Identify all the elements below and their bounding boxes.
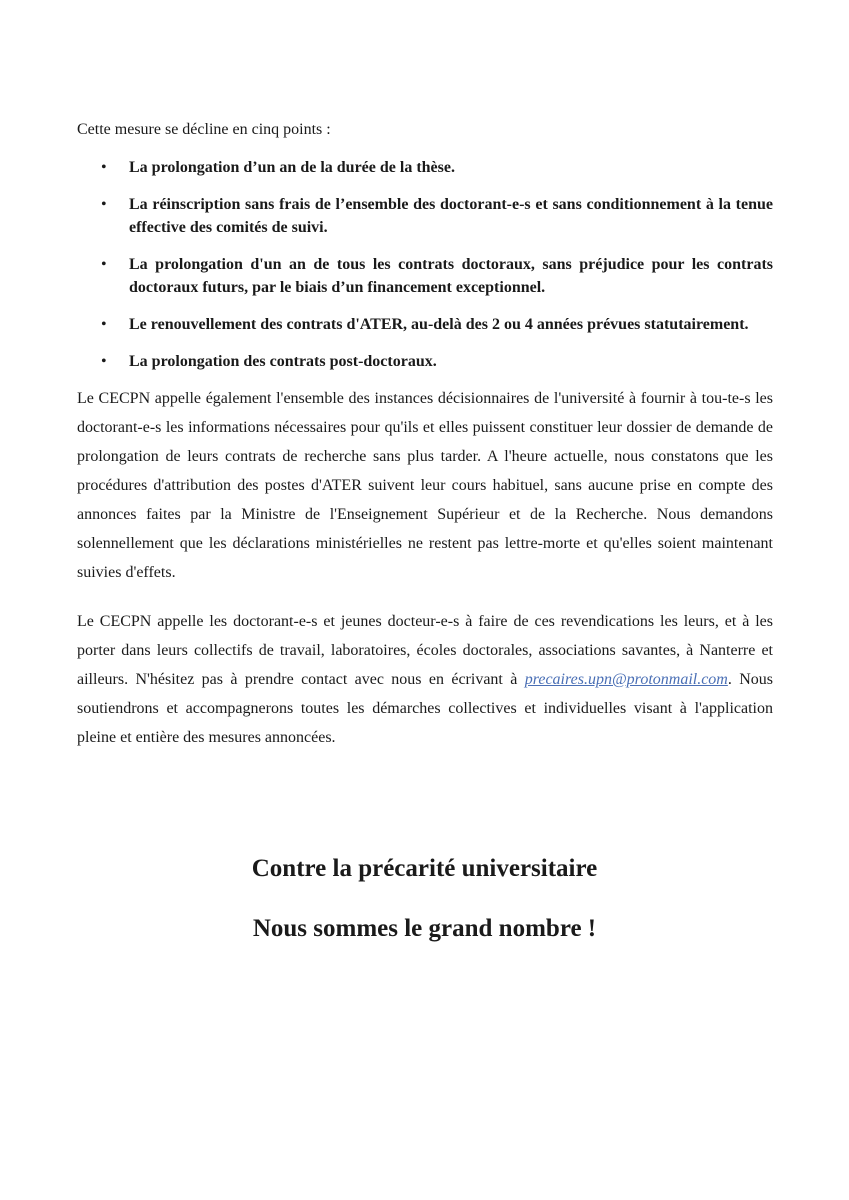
list-item — [77, 193, 773, 239]
bullet-icon: • — [101, 159, 107, 176]
point-text: La réinscription sans frais de l’ensemble des doctorant-e-s et sans conditionnement à la tenue effective des comités de suivi. — [129, 196, 773, 236]
point-text: La prolongation des contrats post-doctoraux. — [129, 353, 437, 370]
list-item — [77, 156, 773, 179]
bullet-icon: • — [101, 196, 107, 213]
bullet-icon: • — [101, 353, 107, 370]
paragraph-contact-end: . Nous soutiendrons et accompagnerons toutes les démarches collectives et individuelles visant à l'application pleine et entière des mesures annoncées. — [77, 671, 774, 746]
paragraph-contact-start: Le CECPN appelle les doctorant-e-s et jeunes docteur-e-s à faire de ces revendications les leurs, et à les porter dans leurs collectifs de travail, laboratoires, écoles doctorales, associations savantes, à Nanterre et ailleurs. N'hésitez pas à prendre contact avec nous en écrivant à — [77, 613, 773, 688]
bullet-icon: • — [101, 256, 107, 273]
list-item — [77, 313, 773, 336]
point-text: La prolongation d'un an de tous les contrats doctoraux, sans préjudice pour les contrats doctoraux futurs, par le biais d’un financement exceptionnel. — [129, 256, 773, 296]
intro-text: Cette mesure se décline en cinq points : — [77, 121, 331, 138]
paragraph-cecpn-call: Le CECPN appelle également l'ensemble des instances décisionnaires de l'université à fournir à tou-te-s les doctorant-e-s les informations nécessaires pour qu'ils et elles puissent constituer leur dossier de demande de prolongation de leurs contrats de recherche sans plus tarder. A l'heure actuelle, nous constatons que les procédures d'attribution des postes d'ATER suivent leur cours habituel, sans aucune prise en compte des annonces faites par la Ministre de l'Enseignement Supérieur et de la Recherche. Nous demandons solennellement que les déclarations ministérielles ne restent pas lettre-morte et qu'elles soient maintenant suivies d'effets. — [77, 390, 773, 581]
paragraph-contact — [77, 607, 773, 752]
slogan-heading-1: Contre la précarité universitaire — [251, 855, 598, 882]
email-link[interactable]: precaires.upn@protonmail.com — [524, 671, 728, 688]
point-text: Le renouvellement des contrats d'ATER, au-delà des 2 ou 4 années prévues statutairement. — [129, 316, 749, 333]
slogan-heading-2: Nous sommes le grand nombre ! — [252, 915, 597, 942]
document-body — [77, 118, 773, 752]
point-text: La prolongation d’un an de la durée de la thèse. — [129, 159, 455, 176]
list-item — [77, 253, 773, 299]
bullet-icon: • — [101, 316, 107, 333]
list-item — [77, 350, 773, 373]
points-list — [77, 156, 773, 373]
